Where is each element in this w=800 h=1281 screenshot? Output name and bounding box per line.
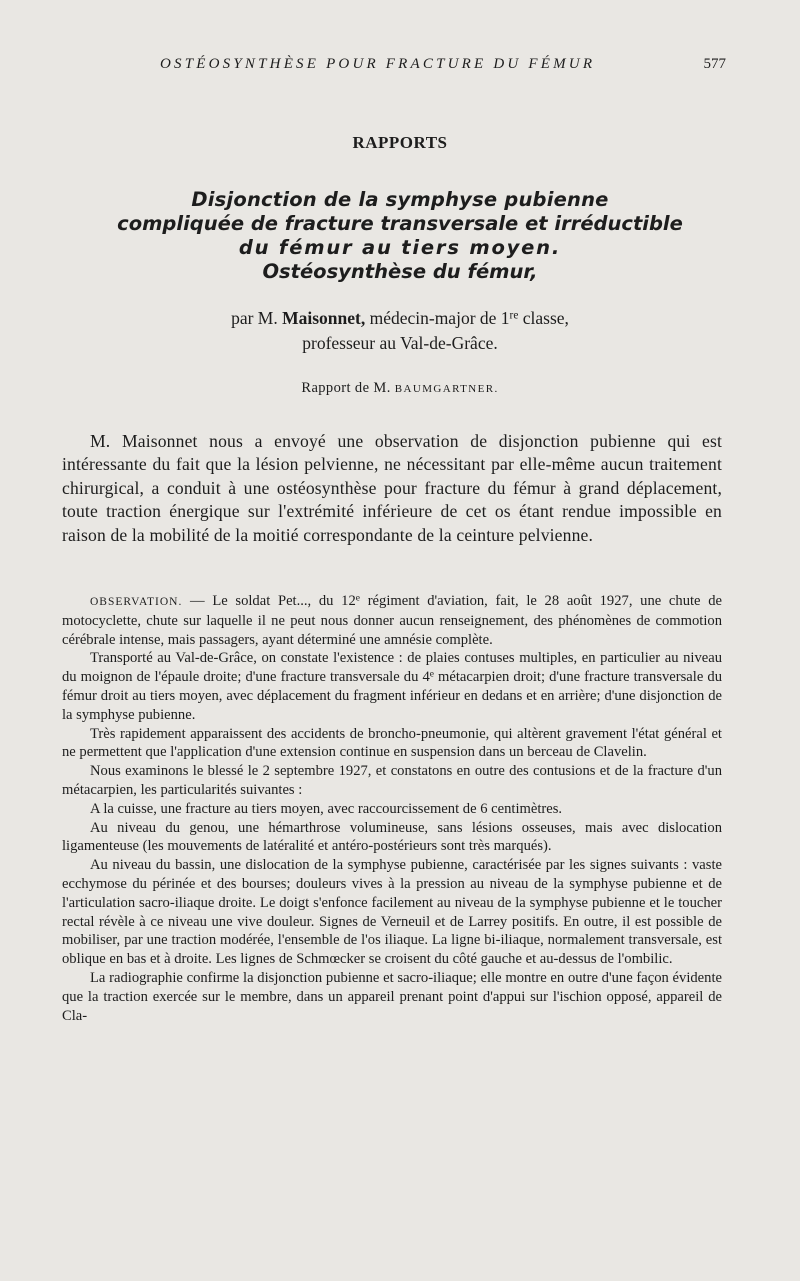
observation-paragraph: Très rapidement apparaissent des accidents de broncho-pneumonie, qui altèrent gravement l'état général et ne permettent que l'application d'une extension continue en suspension dans un berceau de Clavelin. — [62, 725, 722, 761]
observation-paragraph: Au niveau du bassin, une dislocation de la symphyse pubienne, caractérisée par les signes suivants : vaste ecchymose du périnée et des bourses; douleurs vives à la pression au niveau de la symphyse pubienne et de l'articulation sacro-iliaque droite. Le doigt s'enfonce facilement au niveau de la symphyse pubienne et le toucher rectal révèle à ce niveau une vive douleur. Signes de Verneuil et de Larrey positifs. En outre, il est possible de mobiliser, par une traction modérée, l'ensemble de l'os iliaque. La ligne bi-iliaque, normalement transversale, est oblique en bas et à droite. Les lignes de Schmœcker se croisent du côté gauche et au-dessus de l'ombilic. — [62, 857, 722, 968]
page-number: 577 — [703, 56, 726, 72]
obs-text: Transporté au Val-de-Grâce, on constate l'existence : de plaies contuses multiples, en particulier au niveau du moignon de l'épaule droite; d'une fracture transversale du 4 — [62, 650, 722, 686]
title-line: Disjonction de la symphyse pubienne — [191, 188, 609, 211]
report-prefix: Rapport de M. — [301, 380, 391, 396]
byline-role: médecin-major de 1 — [369, 308, 510, 328]
running-title: OSTÉOSYNTHÈSE POUR FRACTURE DU FÉMUR — [160, 56, 596, 72]
title-line: du fémur au tiers moyen. — [238, 236, 562, 259]
observation-paragraph — [62, 649, 722, 724]
report-author: BAUMGARTNER. — [394, 383, 499, 395]
byline-prefix: par M. — [231, 308, 278, 328]
obs-superscript: e — [355, 593, 360, 604]
byline-line-1 — [0, 306, 800, 331]
title-line: compliquée de fracture transversale et irréductible — [117, 212, 683, 235]
observation-paragraph: A la cuisse, une fracture au tiers moyen, avec raccourcissement de 6 centimètres. — [90, 800, 563, 817]
author-byline — [0, 306, 800, 356]
author-name: Maisonnet, — [282, 308, 366, 328]
observation-paragraph — [62, 592, 722, 649]
observation-paragraph: La radiographie confirme la disjonction pubienne et sacro-iliaque; elle montre en outre d'une façon évidente que la traction exercée sur le membre, dans un appareil prenant point d'appui sur l'ischion opposé, appareil de Cla- — [62, 969, 722, 1024]
section-heading: RAPPORTS — [352, 133, 448, 152]
byline-line-2: professeur au Val-de-Grâce. — [302, 333, 498, 353]
title-line: Ostéosynthèse du fémur, — [262, 260, 538, 283]
obs-text: régiment d'aviation, fait, le 28 août 1927, une chute de motocyclette, chute sur laquelle il ne peut nous donner aucun renseignement, des phénomènes de commotion cérébrale intense, mais passagers, ayant déterminé une amnésie complète. — [62, 593, 722, 648]
report-attribution — [0, 380, 800, 397]
obs-superscript: e — [429, 669, 434, 680]
observation-section — [62, 592, 722, 1025]
intro-paragraph: M. Maisonnet nous a envoyé une observation de disjonction pubienne qui est intéressante du fait que la lésion pelvienne, ne nécessitant par elle-même aucun traitement chirurgical, a conduit à une ostéosynthèse pour fracture du fémur à grand déplacement, toute traction énergique sur l'extrémité inférieure de cet os étant rendue impossible en raison de la mobilité de la moitié correspondante de la ceinture pelvienne. — [62, 431, 722, 545]
article-title — [0, 188, 800, 284]
observation-label: OBSERVATION. — [90, 596, 183, 608]
obs-text: métacarpien droit; d'une fracture transversale du fémur droit au tiers moyen, avec déplacement du fragment inférieur en dedans et en arrière; d'une disjonction de la symphyse pubienne. — [62, 669, 722, 723]
obs-text: — Le soldat Pet..., du 12 — [182, 593, 356, 609]
observation-paragraph: Nous examinons le blessé le 2 septembre 1927, et constatons en outre des contusions et de la fracture d'un métacarpien, les particularités suivantes : — [62, 763, 722, 798]
observation-paragraph: Au niveau du genou, une hémarthrose volumineuse, sans lésions osseuses, mais avec dislocation ligamenteuse (les mouvements de latéralité et antéro-postérieurs sont très marqués). — [62, 819, 722, 855]
running-header — [0, 56, 800, 80]
byline-class: classe, — [522, 308, 569, 328]
byline-superscript: re — [509, 309, 519, 322]
